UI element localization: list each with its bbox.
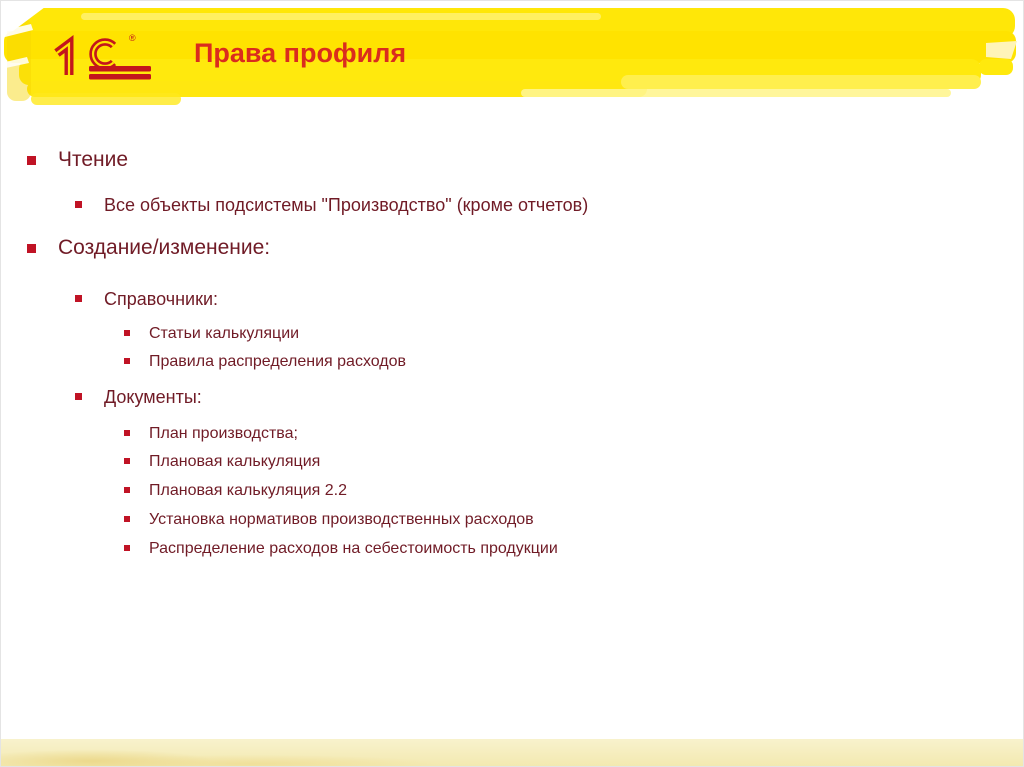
- slide-title: Права профиля: [194, 38, 407, 68]
- registered-mark: ®: [129, 33, 136, 43]
- bullet-square-icon: [124, 487, 130, 493]
- list-item: [1, 481, 1023, 500]
- list-item-text: Статьи калькуляции: [149, 325, 300, 342]
- list-item-text: Все объекты подсистемы "Производство" (кроме отчетов): [104, 195, 589, 215]
- list-item: [1, 324, 1023, 343]
- list-item-text: Документы:: [104, 387, 202, 407]
- bullet-square-icon: [75, 201, 82, 208]
- list-item-text: Создание/изменение:: [58, 236, 271, 259]
- list-item-text: Плановая калькуляция 2.2: [149, 482, 347, 499]
- list-item: [1, 510, 1023, 529]
- list-item: [1, 452, 1023, 471]
- bullet-square-icon: [124, 545, 130, 551]
- bullet-square-icon: [124, 358, 130, 364]
- bullet-square-icon: [75, 295, 82, 302]
- list-item-text: Справочники:: [104, 289, 219, 309]
- list-item: [1, 288, 1023, 310]
- 1c-logo-icon: [53, 33, 157, 83]
- list-item-text: Чтение: [58, 148, 129, 171]
- bullet-square-icon: [27, 244, 36, 253]
- list-item: [1, 194, 1023, 216]
- list-item: [1, 236, 1023, 260]
- list-item-text: Установка нормативов производственных расходов: [149, 511, 534, 528]
- bullet-square-icon: [124, 330, 130, 336]
- list-item: [1, 424, 1023, 443]
- list-item: [1, 148, 1023, 172]
- list-item-text: Плановая калькуляция: [149, 453, 321, 470]
- list-item: [1, 539, 1023, 558]
- list-item: [1, 352, 1023, 371]
- footer-accent-bar: [1, 739, 1023, 766]
- list-item-text: План производства;: [149, 425, 298, 442]
- list-item-text: Правила распределения расходов: [149, 353, 407, 370]
- bullet-square-icon: [124, 458, 130, 464]
- list-item-text: Распределение расходов на себестоимость продукции: [149, 540, 558, 557]
- bullet-list: [1, 148, 1023, 558]
- bullet-square-icon: [124, 430, 130, 436]
- bullet-square-icon: [75, 393, 82, 400]
- list-item: [1, 386, 1023, 408]
- bullet-square-icon: [27, 156, 36, 165]
- bullet-square-icon: [124, 516, 130, 522]
